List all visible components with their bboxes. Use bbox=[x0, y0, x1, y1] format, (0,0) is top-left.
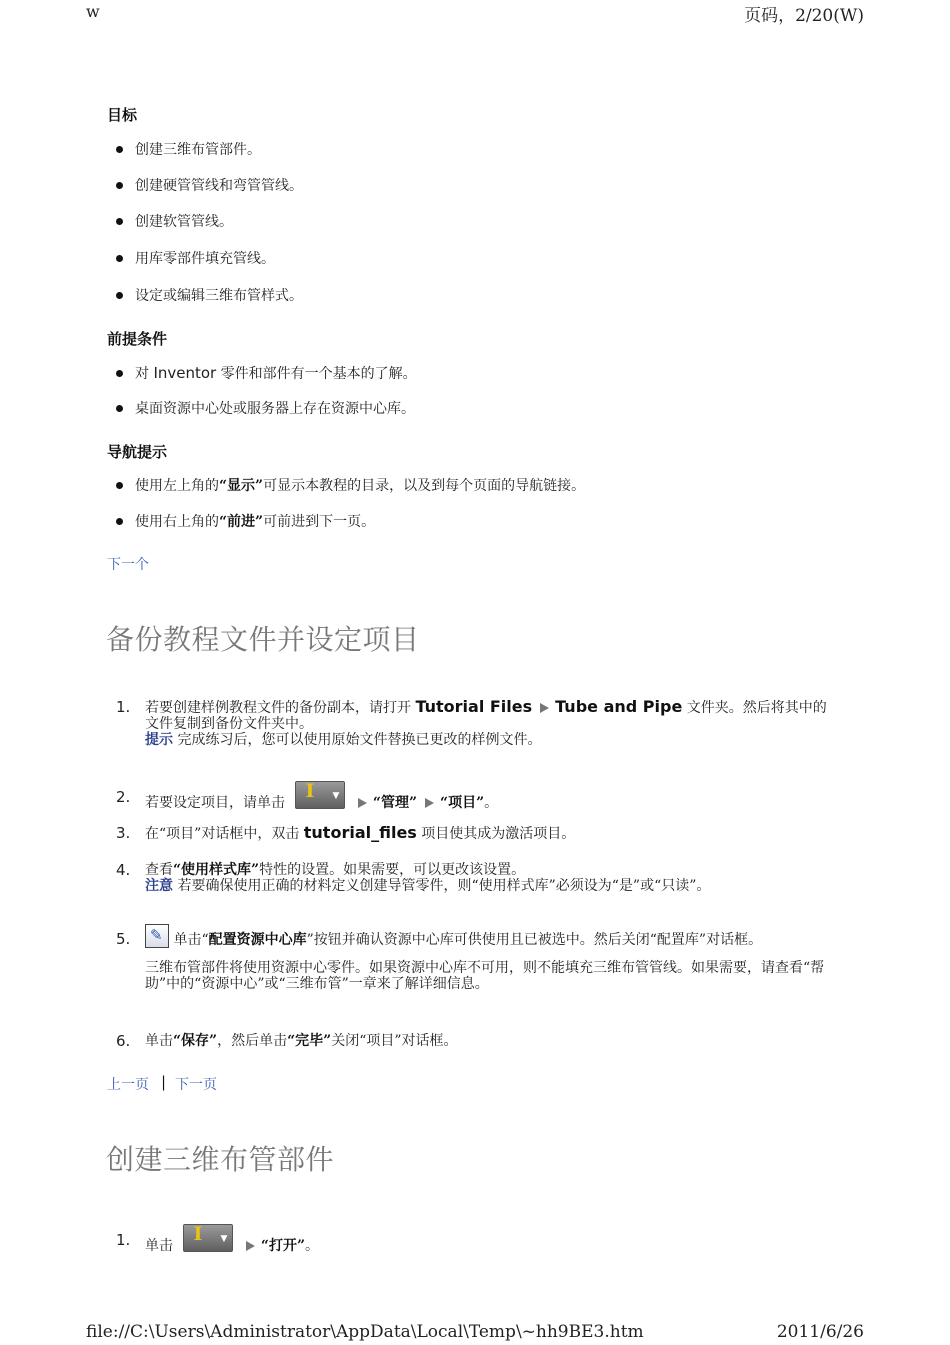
link-separator: | bbox=[161, 1073, 167, 1091]
goal-item: 创建三维布管部件。 bbox=[116, 142, 261, 158]
folder-tube-and-pipe: Tube and Pipe bbox=[555, 697, 683, 716]
section-title-create: 创建三维布管部件 bbox=[106, 1143, 335, 1176]
prev-page-link[interactable]: 上一页 bbox=[107, 1077, 149, 1093]
goal-item: 创建硬管管线和弯管管线。 bbox=[116, 178, 303, 194]
inventor-application-button-icon: I ▼ bbox=[295, 781, 345, 809]
configure-library-icon: ✎ bbox=[145, 924, 169, 948]
prereq-heading: 前提条件 bbox=[107, 330, 168, 348]
nav-heading: 导航提示 bbox=[107, 443, 168, 461]
page-header-right: 页码，2/20(W) bbox=[744, 6, 864, 26]
bullet-icon bbox=[116, 292, 123, 299]
page-footer-date: 2011/6/26 bbox=[776, 1322, 864, 1342]
folder-tutorial-files: Tutorial Files bbox=[415, 697, 533, 716]
prereq-item: 桌面资源中心处或服务器上存在资源中心库。 bbox=[116, 401, 415, 417]
menu-arrow-icon bbox=[425, 798, 434, 808]
prereq-item: 对 Inventor 零件和部件有一个基本的了解。 bbox=[116, 365, 417, 382]
goal-item: 用库零部件填充管线。 bbox=[116, 251, 275, 267]
note-label: 注意 bbox=[145, 878, 173, 894]
menu-arrow-icon bbox=[358, 798, 367, 808]
menu-arrow-icon bbox=[540, 703, 549, 713]
bullet-icon bbox=[116, 255, 123, 262]
goal-item: 设定或编辑三维布管样式。 bbox=[116, 288, 303, 304]
page-header-left: w bbox=[86, 2, 100, 21]
inventor-application-button-icon: I ▼ bbox=[183, 1224, 233, 1252]
bullet-icon bbox=[116, 218, 123, 225]
goals-heading: 目标 bbox=[107, 106, 138, 124]
next-page-link[interactable]: 下一页 bbox=[175, 1077, 217, 1093]
bullet-icon bbox=[116, 182, 123, 189]
next-link[interactable]: 下一个 bbox=[107, 557, 149, 573]
tip-label: 提示 bbox=[145, 732, 173, 748]
menu-arrow-icon bbox=[246, 1241, 255, 1251]
bullet-icon bbox=[116, 518, 123, 525]
section-title-backup: 备份教程文件并设定项目 bbox=[106, 623, 420, 656]
bullet-icon bbox=[116, 146, 123, 153]
goal-item: 创建软管管线。 bbox=[116, 214, 233, 230]
page-footer-path: file://C:\Users\Administrator\AppData\Local\Temp\~hh9BE3.htm bbox=[86, 1322, 644, 1342]
bullet-icon bbox=[116, 482, 123, 489]
nav-item: 使用左上角的“显示”可显示本教程的目录，以及到每个页面的导航链接。 bbox=[116, 478, 585, 494]
step-5-paragraph: 三维布管部件将使用资源中心零件。如果资源中心库不可用，则不能填充三维布管管线。如果需要，请查看“帮助”中的“资源中心”或“三维布管”一章来了解详细信息。 bbox=[145, 960, 825, 992]
nav-item: 使用右上角的“前进”可前进到下一页。 bbox=[116, 514, 375, 530]
bullet-icon bbox=[116, 370, 123, 377]
bullet-icon bbox=[116, 405, 123, 412]
